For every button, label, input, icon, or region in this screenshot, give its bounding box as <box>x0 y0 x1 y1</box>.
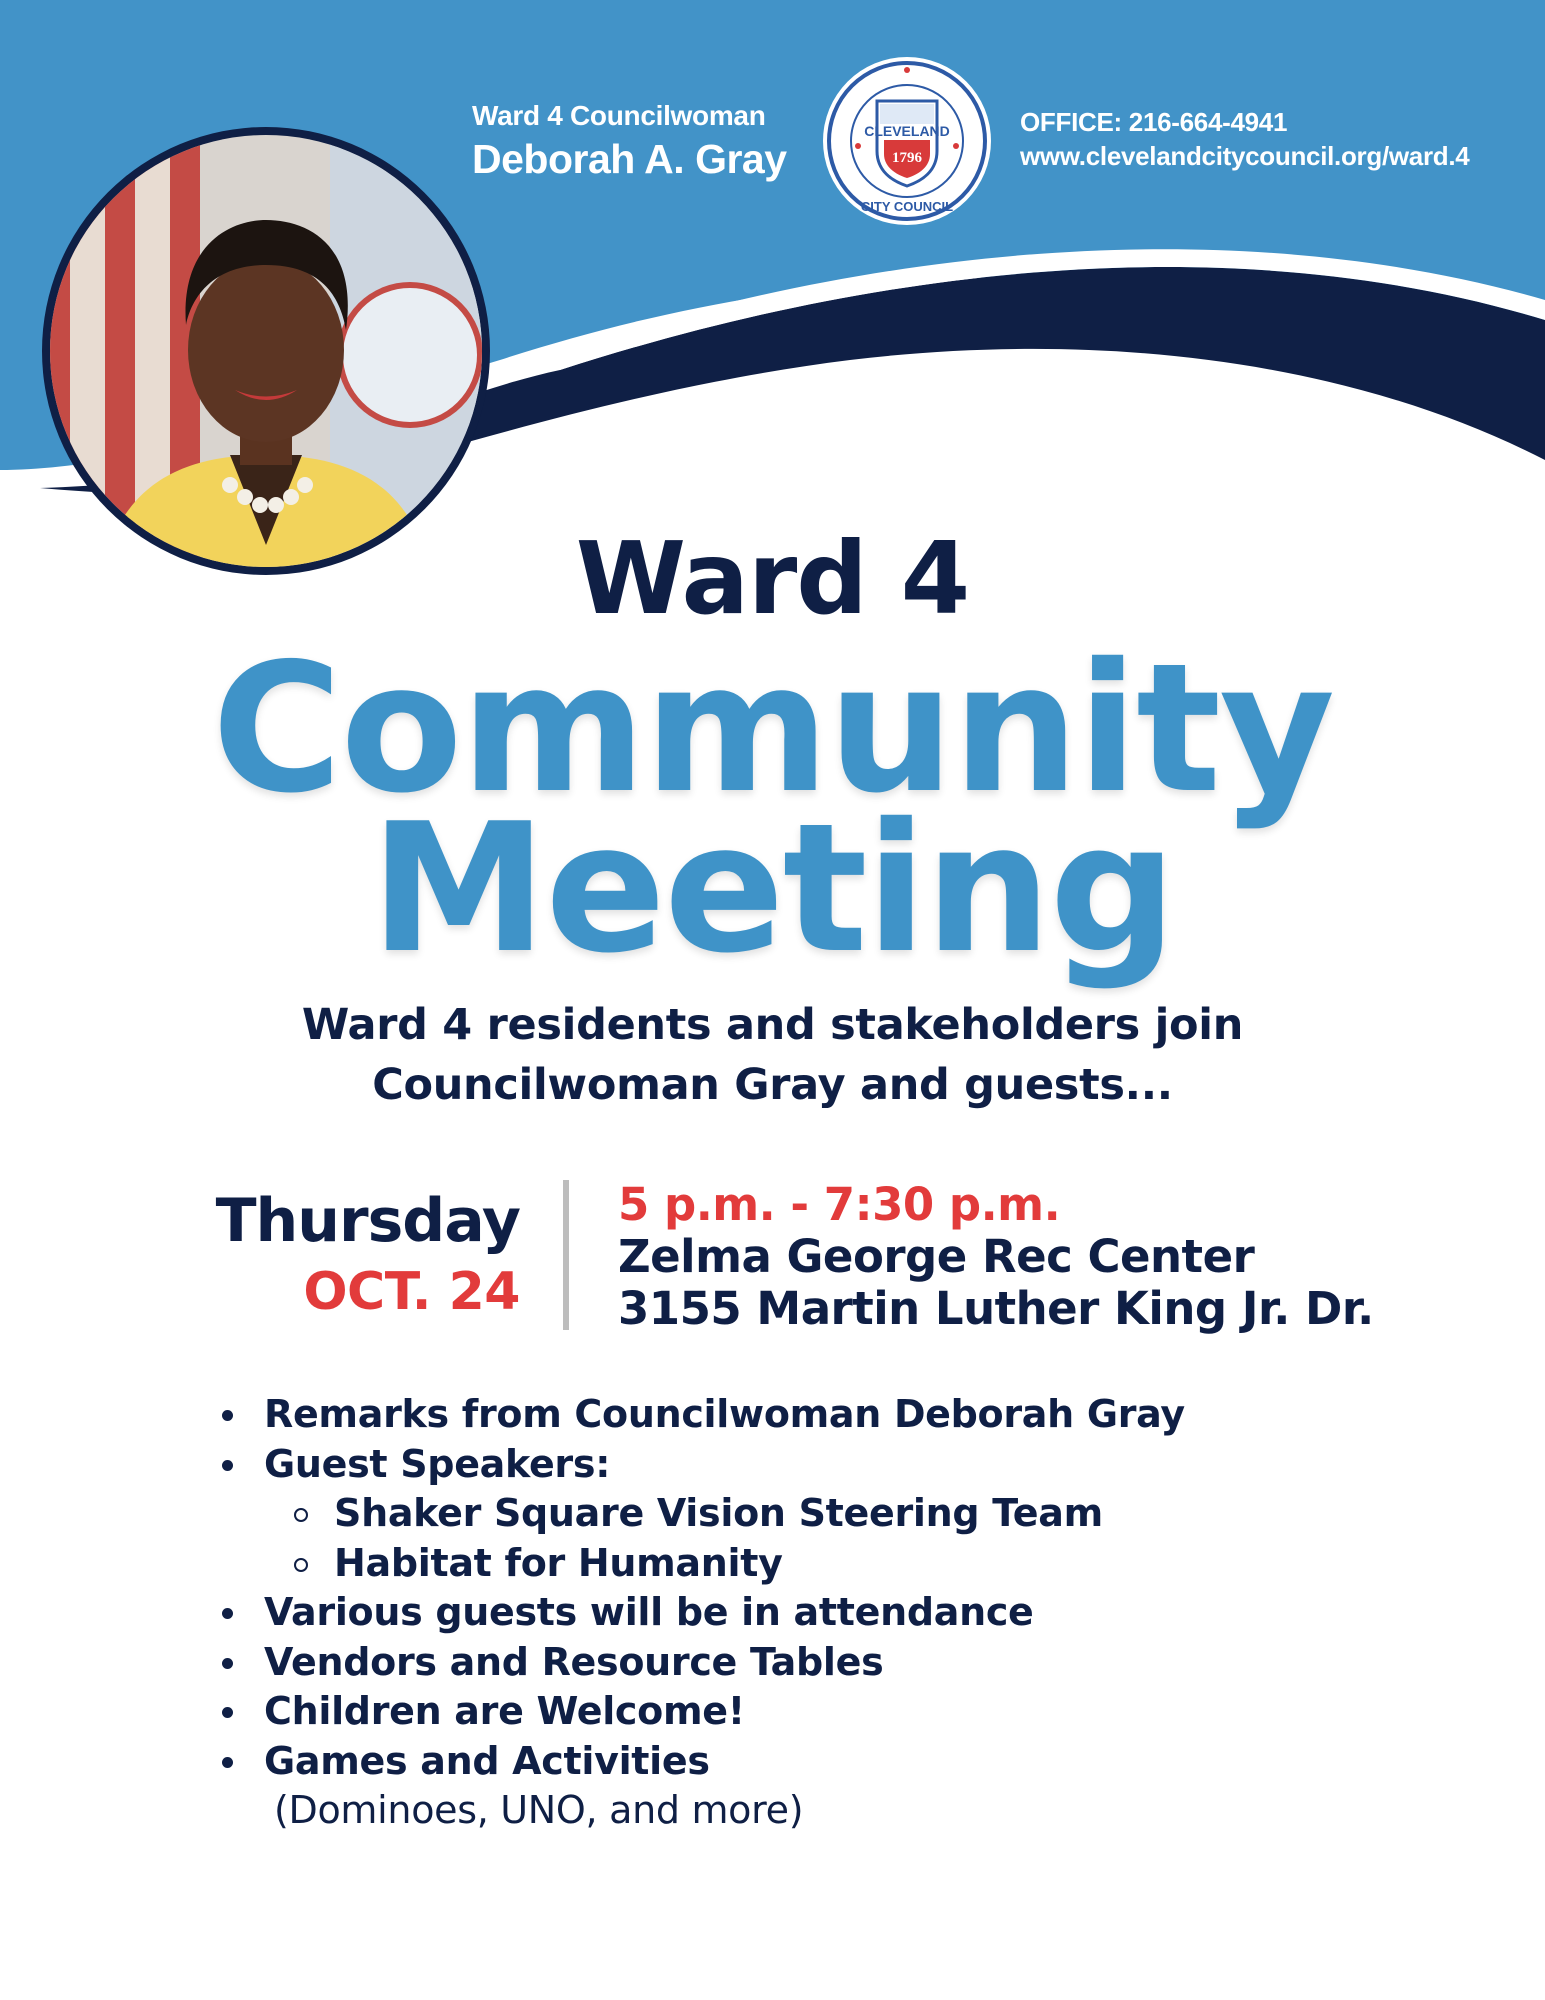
councilwoman-name: Deborah A. Gray <box>472 136 787 182</box>
event-day: Thursday <box>215 1186 520 1256</box>
agenda-subitem: Shaker Square Vision Steering Team <box>220 1489 1420 1539</box>
agenda-item: Remarks from Councilwoman Deborah Gray <box>220 1390 1420 1440</box>
councilwoman-title: Ward 4 Councilwoman <box>472 100 766 131</box>
councilwoman-portrait <box>40 125 492 577</box>
headline-community: Community <box>211 625 1334 832</box>
headline-meeting: Meeting <box>370 785 1175 992</box>
seal-year: 1796 <box>892 150 922 166</box>
office-phone: OFFICE: 216-664-4941 <box>1020 107 1288 137</box>
agenda-subitem: Habitat for Humanity <box>220 1539 1420 1589</box>
event-venue: Zelma George Rec Center <box>618 1230 1255 1283</box>
cleveland-city-council-seal <box>822 56 992 226</box>
invite-line-2: Councilwoman Gray and guests... <box>372 1060 1173 1110</box>
seal-bottom-text: CITY COUNCIL <box>860 199 954 214</box>
agenda-note: (Dominoes, UNO, and more) <box>274 1788 804 1832</box>
agenda-item: Vendors and Resource Tables <box>220 1638 1420 1688</box>
agenda-item: Games and Activities <box>220 1737 1420 1787</box>
agenda-item: Guest Speakers: <box>220 1440 1420 1490</box>
headline-ward: Ward 4 <box>575 520 970 637</box>
agenda-item: Various guests will be in attendance <box>220 1588 1420 1638</box>
seal-top-text: CLEVELAND <box>864 123 950 139</box>
event-time: 5 p.m. - 7:30 p.m. <box>618 1178 1061 1231</box>
event-date: OCT. 24 <box>303 1262 520 1322</box>
website-link[interactable]: www.clevelandcitycouncil.org/ward.4 <box>1020 141 1470 171</box>
invite-line-1: Ward 4 residents and stakeholders join <box>301 1000 1244 1050</box>
agenda-list <box>220 1390 1420 1836</box>
event-divider <box>563 1180 569 1330</box>
event-address: 3155 Martin Luther King Jr. Dr. <box>618 1282 1374 1335</box>
agenda-item: Children are Welcome! <box>220 1687 1420 1737</box>
